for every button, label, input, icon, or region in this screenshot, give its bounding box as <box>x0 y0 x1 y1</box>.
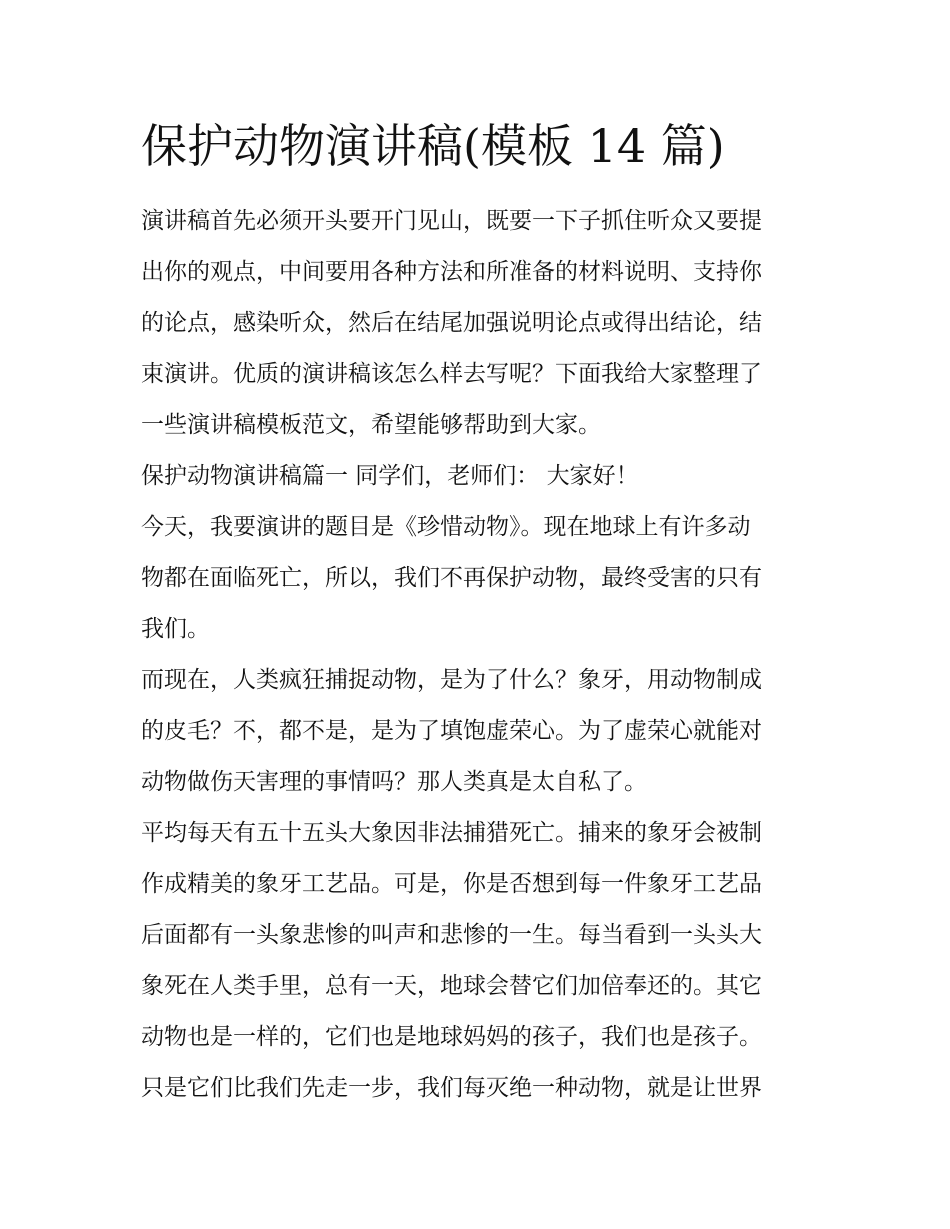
text-line: 只是它们比我们先走一步，我们每灭绝一种动物，就是让世界 <box>141 1075 762 1101</box>
text-line: 出你的观点，中间要用各种方法和所准备的材料说明、支持你 <box>141 259 762 285</box>
text-line: 平均每天有五十五头大象因非法捕猎死亡。捕来的象牙会被制 <box>141 820 762 846</box>
text-line: 的皮毛？不，都不是，是为了填饱虚荣心。为了虚荣心就能对 <box>141 718 762 744</box>
text-line: 一些演讲稿模板范文，希望能够帮助到大家。 <box>141 412 601 438</box>
text-line: 而现在，人类疯狂捕捉动物，是为了什么？象牙，用动物制成 <box>141 667 762 693</box>
text-line: 的论点，感染听众，然后在结尾加强说明论点或得出结论，结 <box>141 310 762 336</box>
text-line: 象死在人类手里，总有一天，地球会替它们加倍奉还的。其它 <box>141 973 762 999</box>
section-heading-line: 保护动物演讲稿篇一 同学们，老师们： 大家好！ <box>141 463 639 489</box>
text-line: 演讲稿首先必须开头要开门见山，既要一下子抓住听众又要提 <box>141 208 762 234</box>
text-line: 今天，我要演讲的题目是《珍惜动物》。现在地球上有许多动 <box>141 514 751 540</box>
document-body <box>141 196 813 1114</box>
document-title: 保护动物演讲稿(模板 14 篇) <box>141 119 725 173</box>
text-line: 作成精美的象牙工艺品。可是，你是否想到每一件象牙工艺品 <box>141 871 762 897</box>
text-line: 动物做伤天害理的事情吗？那人类真是太自私了。 <box>141 769 647 795</box>
text-line: 后面都有一头象悲惨的叫声和悲惨的一生。每当看到一头头大 <box>141 922 762 948</box>
text-line: 物都在面临死亡，所以，我们不再保护动物，最终受害的只有 <box>141 565 762 591</box>
text-line: 束演讲。优质的演讲稿该怎么样去写呢？下面我给大家整理了 <box>141 361 762 387</box>
text-line: 动物也是一样的，它们也是地球妈妈的孩子，我们也是孩子。 <box>141 1024 762 1050</box>
text-line: 我们。 <box>141 616 210 642</box>
